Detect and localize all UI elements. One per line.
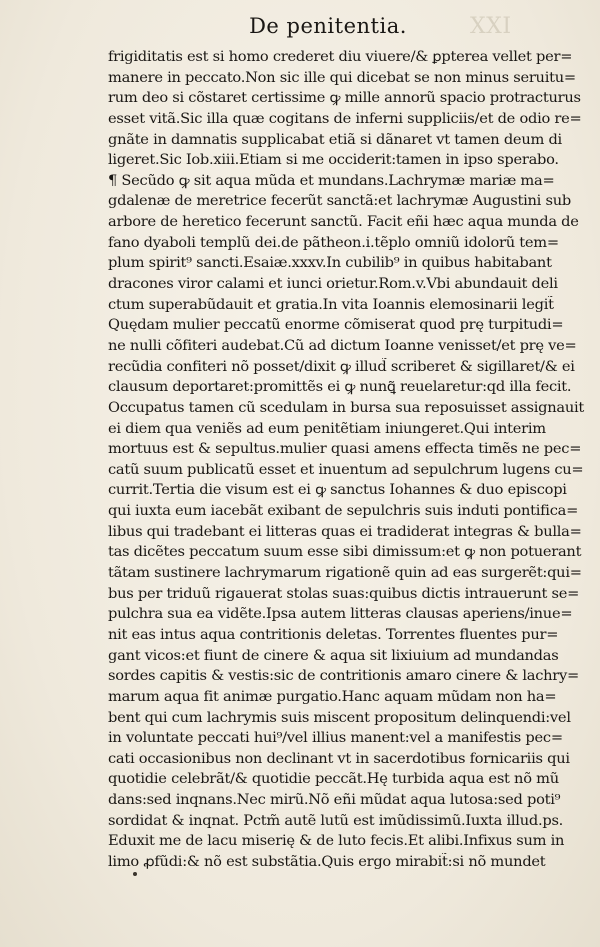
body-text [108, 47, 584, 873]
text-line: dans:sed inqnans.Nec mirũ.Nõ eñi mũdat aqua lutosa:sed poti⁹ [108, 792, 561, 809]
text-line: cati occasionibus non declinant vt in sacerdotibus fornicariis qui [108, 750, 570, 767]
text-line: quotidie celebrãt/& quotidie peccãt.Hę turbida aqua est nõ mũ [108, 771, 559, 788]
text-line: manere in peccato.Non sic ille qui dicebat se non minus seruitu= [108, 69, 576, 86]
text-line: libus qui tradebant ei litteras quas ei tradiderat integras & bulla= [108, 523, 582, 540]
text-line: ligeret.Sic Iob.xiii.Etiam si me occiderit:tamen in ipso sperabo. [108, 152, 559, 169]
text-line: ei diem qua veniẽs ad eum penitẽtiam iniungeret.Qui interim [108, 420, 546, 437]
text-line: sordidat & inqnat. Pctm̃ autẽ lutũ est imũdissimũ.Iuxta illud.ps. [108, 812, 564, 829]
text-line: ctum superabũdauit et gratia.In vita Ioannis elemosinarii legit̃ [108, 296, 554, 313]
text-line: recũdia confiteri nõ posset/dixit ꝙ illud̃ scriberet & sigillaret/& ei [108, 358, 575, 375]
text-line: fano dyaboli templũ dei.de pãtheon.i.tẽplo omniũ idolorũ tem= [108, 234, 559, 251]
text-line: catũ suum publicatũ esset et inuentum ad sepulchrum lugens cu= [108, 461, 584, 478]
text-line: in voluntate peccati hui⁹/vel illius manent:vel a manifestis pec= [108, 730, 563, 747]
text-line: ¶ Secũdo ꝙ sit aqua mũda et mundans.Lachrymæ mariæ ma= [108, 172, 555, 189]
text-line: plum spirit⁹ sancti.Esaiæ.xxxv.In cubilib⁹ in quibus habitabant [108, 255, 552, 272]
running-header [0, 14, 600, 38]
text-line: Quędam mulier peccatũ enorme cõmiserat quod prę turpitudi= [108, 317, 564, 334]
text-line: gant vicos:et fiunt de cinere & aqua sit lixiuium ad mundandas [108, 647, 559, 664]
text-line: Occupatus tamen cũ scedulam in bursa sua reposuisset assignauit [108, 399, 584, 416]
text-line: qui iuxta eum iacebãt exibant de sepulchris suis induti pontifica= [108, 503, 579, 520]
ink-speck [133, 872, 137, 876]
text-line: esset vitã.Sic illa quæ cogitans de inferni suppliciis/et de odio re= [108, 110, 582, 127]
text-line: limo ꝓfũdi:& nõ est substãtia.Quis ergo mirabit̃:si nõ mundet [108, 853, 546, 870]
page-title: De penitentia. [249, 14, 407, 38]
text-line: gdalenæ de meretrice fecerũt sanctã:et lachrymæ Augustini sub [108, 193, 571, 210]
text-line: dracones viror calami et iunci orietur.Rom.v.Vbi abundauit deli [108, 276, 558, 293]
text-line: bent qui cum lachrymis suis miscent propositum delinquendi:vel [108, 709, 571, 726]
text-line: nit eas intus aqua contritionis deletas. Torrentes fluentes pur= [108, 626, 559, 643]
text-line: sordes capitis & vestis:sic de contritionis amaro cinere & lachry= [108, 668, 580, 685]
text-line: tas dicẽtes peccatum suum esse sibi dimissum:et ꝙ non potuerant [108, 544, 582, 561]
text-line: pulchra sua ea vidẽte.Ipsa autem litteras clausas aperiens/inue= [108, 606, 573, 623]
text-line: arbore de heretico fecerunt sanctũ. Facit eñi hæc aqua munda de [108, 214, 579, 231]
text-line: ne nulli cõfiteri audebat.Cũ ad dictum Ioanne venisset/et prę ve= [108, 337, 577, 354]
text-line: mortuus est & sepultus.mulier quasi amens effecta timẽs ne pec= [108, 441, 582, 458]
text-line: bus per triduũ rigauerat stolas suas:quibus dictis intrauerunt se= [108, 585, 580, 602]
text-line: clausum deportaret:promittẽs ei ꝙ nunꝗ̃ reuelaretur:qd illa fecit. [108, 379, 572, 396]
text-line: frigiditatis est si homo crederet diu viuere/& ꝑpterea vellet per= [108, 49, 573, 65]
text-line: Eduxit me de lacu miserię & de luto fecis.Et alibi.Infixus sum in [108, 833, 565, 850]
text-line: marum aqua fit animæ purgatio.Hanc aquam mũdam non ha= [108, 688, 557, 705]
text-line: gnãte in damnatis supplicabat etiã si dãnaret vt tamen deum di [108, 131, 562, 148]
text-line: rum deo si cõstaret certissime ꝙ mille annorũ spacio protracturus [108, 90, 581, 107]
bleed-through-text: XXI [470, 14, 512, 39]
text-line: tãtam sustinere lachrymarum rigationẽ quin ad eas surgerẽt:qui= [108, 565, 582, 582]
text-line: currit.Tertia die visum est ei ꝙ sanctus Iohannes & duo episcopi [108, 482, 567, 499]
